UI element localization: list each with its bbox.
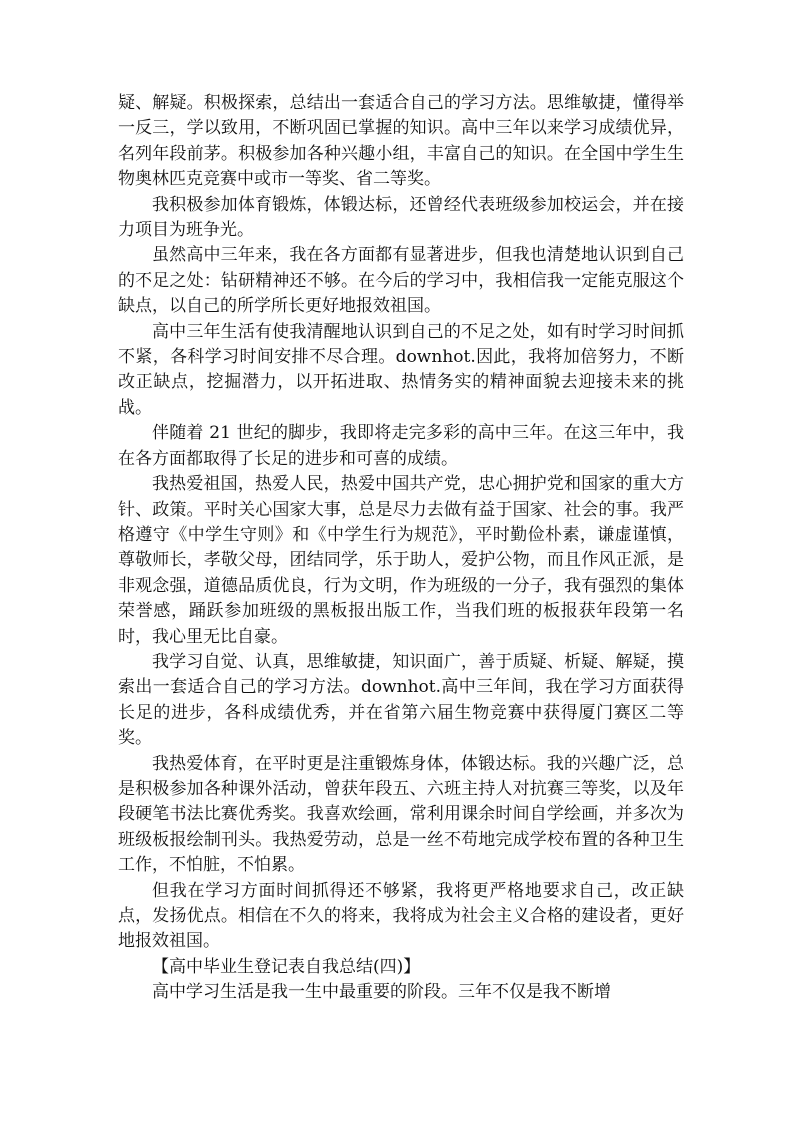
- paragraph-continuation: 疑、解疑。积极探索，总结出一套适合自己的学习方法。思维敏捷，懂得举一反三，学以致用，不断巩固已掌握的知识。高中三年以来学习成绩优异，名列年段前茅。积极参加各种兴趣小组，丰富自己的知识。在全国中学生生物奥林匹克竞赛中或市一等奖、省二等奖。: [118, 93, 684, 190]
- paragraph-shortcomings: 虽然高中三年来，我在各方面都有显著进步，但我也清楚地认识到自己的不足之处：钻研精神还不够。在今后的学习中，我相信我一定能克服这个缺点，以自己的所学所长更好地报效祖国。: [118, 245, 684, 317]
- paragraph-improvement: 但我在学习方面时间抓得还不够紧，我将更严格地要求自己，改正缺点，发扬优点。相信在不久的将来，我将成为社会主义合格的建设者，更好地报效祖国。: [118, 880, 684, 952]
- paragraph-hobbies: 我热爱体育，在平时更是注重锻炼身体，体锻达标。我的兴趣广泛，总是积极参加各种课外活动，曾获年段五、六班主持人对抗赛三等奖，以及年段硬笔书法比赛优秀奖。我喜欢绘画，常利用课余时间自学绘画，并多次为班级板报绘制刊头。我热爱劳动，总是一丝不苟地完成学校布置的各种卫生工作，不怕脏，不怕累。: [118, 753, 684, 876]
- paragraph-patriotism: 我热爱祖国，热爱人民，热爱中国共产党，忠心拥护党和国家的重大方针、政策。平时关心国家大事，总是尽力去做有益于国家、社会的事。我严格遵守《中学生守则》和《中学生行为规范》，平时勤俭朴素，谦虚谨慎，尊敬师长，孝敬父母，团结同学，乐于助人，爱护公物，而且作风正派，是非观念强，道德品质优良，行为文明，作为班级的一分子，我有强烈的集体荣誉感，踊跃参加班级的黑板报出版工作，当我们班的板报获年段第一名时，我心里无比自豪。: [118, 474, 684, 647]
- paragraph-reflection: 高中三年生活有使我清醒地认识到自己的不足之处，如有时学习时间抓不紧，各科学习时间安排不尽合理。downhot.因此，我将加倍努力，不断改正缺点，挖掘潜力，以开拓进取、热情务实的精神面貌去迎接未来的挑战。: [118, 321, 684, 418]
- document-page: [118, 91, 684, 1006]
- paragraph-study: 我学习自觉、认真，思维敏捷，知识面广，善于质疑、析疑、解疑，摸索出一套适合自己的学习方法。downhot.高中三年间，我在学习方面获得长足的进步，各科成绩优秀，并在省第六届生物竞赛中获得厦门赛区二等奖。: [118, 651, 684, 749]
- paragraph-century: 伴随着 21 世纪的脚步，我即将走完多彩的高中三年。在这三年中，我在各方面都取得了长足的进步和可喜的成绩。: [118, 423, 684, 469]
- section-heading: 【高中毕业生登记表自我总结(四)】: [152, 956, 421, 977]
- paragraph-final: 高中学习生活是我一生中最重要的阶段。三年不仅是我不断增: [152, 982, 611, 1003]
- paragraph-sports: 我积极参加体育锻炼，体锻达标，还曾经代表班级参加校运会，并在接力项目为班争光。: [118, 194, 684, 241]
